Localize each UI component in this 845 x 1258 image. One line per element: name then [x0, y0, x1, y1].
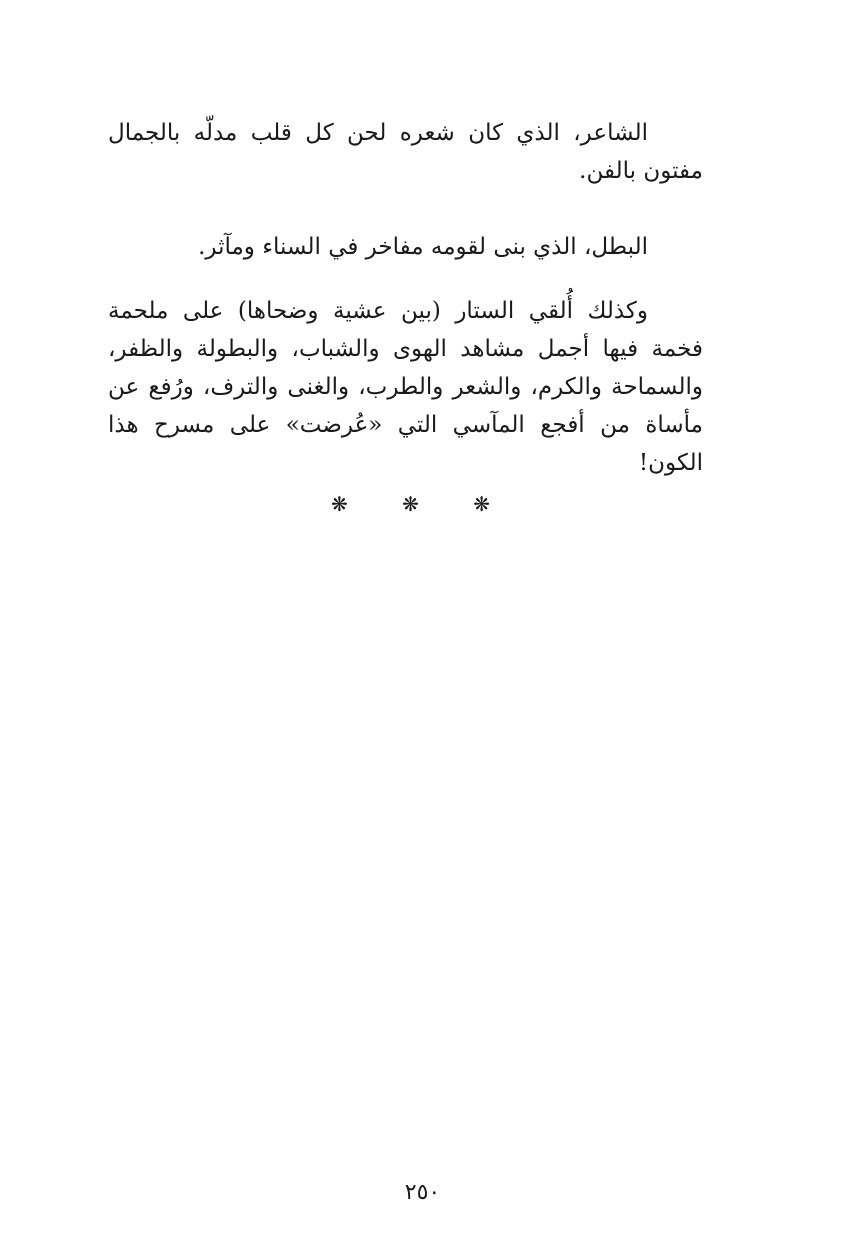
paragraph-hero	[108, 228, 703, 266]
paragraph-poet	[108, 114, 703, 190]
paragraph-text: البطل، الذي بنى لقومه مفاخر في السناء ومآثر.	[198, 234, 648, 260]
paragraph-text: الشاعر، الذي كان شعره لحن كل قلب مدلّه بالجمال مفتون بالفن.	[108, 120, 703, 184]
paragraph-text: وكذلك أُلقي الستار (بين عشية وضحاها) على ملحمة فخمة فيها أجمل مشاهد الهوى والشباب، والبطولة والظفر، والسماحة والكرم، والشعر والطرب، والغنى والترف، ورُفع عن مأساة من أفجع المآسي التي «عُرضت» على مسرح هذا الكون!	[108, 298, 703, 476]
page-number: ٢٥٠	[404, 1180, 441, 1205]
paragraph-curtain	[108, 292, 703, 482]
section-separator: ❋ ❋ ❋	[331, 492, 514, 516]
